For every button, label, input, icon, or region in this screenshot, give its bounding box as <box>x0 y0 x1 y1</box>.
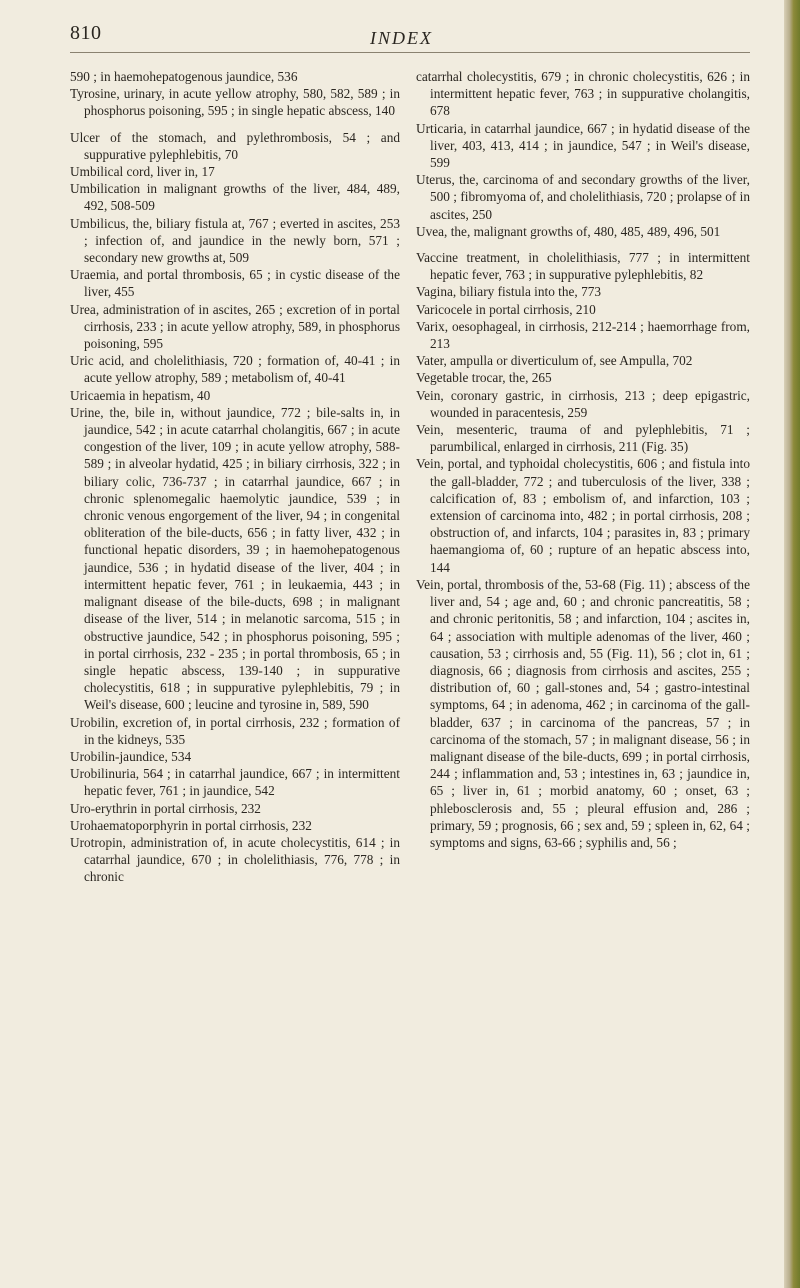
index-entry: Vater, ampulla or diverticulum of, see Ampulla, 702 <box>416 353 693 369</box>
index-entry: Tyrosine, urinary, in acute yellow atrophy, 580, 582, 589 ; in phosphorus poisoning, 595 ; in single hepatic abscess, 140 <box>70 86 400 119</box>
index-entry: Urotropin, administration of, in acute cholecystitis, 614 ; in catarrhal jaundice, 670 ; in cholelithiasis, 776, 778 ; in chronic <box>70 834 400 885</box>
index-entry: Vein, portal, and typhoidal cholecystitis, 606 ; and fistula into the gall-bladder, 772 ; and tuberculosis of the liver, 338 ; calcification of, 83 ; embolism of, and infarction, 103 ; extension of carcinoma into, 482 ; in portal cirrhosis, 208 ; obstruction of, and infarcts, 104 ; parasites in, 83 ; primary haemangioma of, 60 ; rupture of an hepatic abscess into, 144 <box>416 456 750 575</box>
index-entry: Uro-erythrin in portal cirrhosis, 232 <box>70 800 261 816</box>
index-entry: Ulcer of the stomach, and pylethrombosis, 54 ; and suppurative pylephlebitis, 70 <box>70 129 400 162</box>
index-entry: 590 ; in haemohepatogenous jaundice, 536 <box>70 69 298 84</box>
index-entry: Urobilin, excretion of, in portal cirrhosis, 232 ; formation of in the kidneys, 535 <box>70 714 400 747</box>
index-entry: Urobilinuria, 564 ; in catarrhal jaundice, 667 ; in intermittent hepatic fever, 761 ; in jaundice, 542 <box>70 766 400 799</box>
index-entry: Vegetable trocar, the, 265 <box>416 370 552 386</box>
index-entry: Vagina, biliary fistula into the, 773 <box>416 284 602 300</box>
index-entry: Urticaria, in catarrhal jaundice, 667 ; in hydatid disease of the liver, 403, 413, 414 ; in jaundice, 547 ; in Weil's disease, 599 <box>416 120 750 171</box>
index-entry: Umbilical cord, liver in, 17 <box>70 164 215 180</box>
index-entry: Vein, coronary gastric, in cirrhosis, 213 ; deep epigastric, wounded in paracentesis, 259 <box>416 387 750 420</box>
index-entry: Vaccine treatment, in cholelithiasis, 777 ; in intermittent hepatic fever, 763 ; in suppurative pylephlebitis, 82 <box>416 250 750 283</box>
index-entry: catarrhal cholecystitis, 679 ; in chronic cholecystitis, 626 ; in intermittent hepatic fever, 763 ; in suppurative cholangitis, 678 <box>416 69 750 119</box>
index-entry: Uterus, the, carcinoma of and secondary growths of the liver, 500 ; fibromyoma of, and cholelithiasis, 720 ; prolapse of in ascites, 250 <box>416 172 750 222</box>
index-entry: Umbilication in malignant growths of the liver, 484, 489, 492, 508-509 <box>70 181 400 214</box>
index-entry: Uvea, the, malignant growths of, 480, 485, 489, 496, 501 <box>416 223 721 239</box>
book-edge <box>784 0 800 1288</box>
index-entry: Umbilicus, the, biliary fistula at, 767 ; everted in ascites, 253 ; infection of, and jaundice in the newly born, 571 ; secondary new growths at, 509 <box>70 215 400 266</box>
index-entry: Varicocele in portal cirrhosis, 210 <box>416 301 596 317</box>
index-entry: Uric acid, and cholelithiasis, 720 ; formation of, 40-41 ; in acute yellow atrophy, 589 ; metabolism of, 40-41 <box>70 353 400 386</box>
left-column <box>70 68 400 886</box>
index-entry: Vein, mesenteric, trauma of and pylephlebitis, 71 ; parumbilical, enlarged in cirrhosis, 211 (Fig. 35) <box>416 422 750 455</box>
index-entry: Urohaematoporphyrin in portal cirrhosis, 232 <box>70 817 312 833</box>
page-number: 810 <box>70 22 102 44</box>
index-entry: Uricaemia in hepatism, 40 <box>70 387 211 403</box>
index-entry: Urobilin-jaundice, 534 <box>70 748 192 764</box>
index-entry: Urine, the, bile in, without jaundice, 772 ; bile-salts in, in jaundice, 542 ; in acute catarrhal cholangitis, 667 ; in acute congestion of the liver, 109 ; in acute yellow atrophy, 588-589 ; in alveolar hydatid, 425 ; in biliary cirrhosis, 322 ; in biliary colic, 736-737 ; in catarrhal jaundice, 667 ; in chronic splenomegalic haemolytic jaundice, 539 ; in chronic venous engorgement of the liver, 94 ; in congenital obliteration of the bile-ducts, 656 ; in fatty liver, 432 ; in functional hepatic disorders, 39 ; in haemohepatogenous jaundice, 536 ; in hydatid disease of the liver, 404 ; in intermittent hepatic fever, 761 ; in leukaemia, 443 ; in malignant disease of the bile-ducts, 698 ; in malignant disease of the liver, 514 ; in melanotic sarcoma, 515 ; in obstructive jaundice, 542 ; in phosphorus poisoning, 595 ; in portal cirrhosis, 232 - 235 ; in portal thrombosis, 65 ; in single hepatic abscess, 139-140 ; in suppurative cholecystitis, 618 ; in suppurative pylephlebitis, 79 ; in Weil's disease, 600 ; leucine and tyrosine in, 589, 590 <box>70 404 400 713</box>
running-head: INDEX <box>370 28 433 48</box>
header-rule <box>70 52 750 53</box>
index-entry: Vein, portal, thrombosis of the, 53-68 (Fig. 11) ; abscess of the liver and, 54 ; age and, 60 ; and chronic pancreatitis, 58 ; and chronic peritonitis, 58 ; and infarction, 104 ; ascites in, 64 ; association with multiple adenomas of the liver, 460 ; causation, 53 ; cirrhosis and, 55 (Fig. 11), 56 ; clot in, 61 ; diagnosis, 66 ; diagnosis from cirrhosis and ascites, 255 ; distribution of, 60 ; gall-stones and, 54 ; gastro-intestinal symptoms, 64 ; in adenoma, 462 ; in carcinoma of the gall-bladder, 637 ; in carcinoma of the pancreas, 57 ; in carcinoma of the stomach, 57 ; in malignant disease, 56 ; in malignant disease of the bile-ducts, 699 ; in portal cirrhosis, 244 ; inflammation and, 53 ; intestines in, 63 ; jaundice in, 65 ; liver in, 61 ; morbid anatomy, 60 ; onset, 63 ; phlebosclerosis and, 55 ; pleural effusion and, 286 ; primary, 59 ; prognosis, 66 ; sex and, 59 ; spleen in, 62, 64 ; symptoms and signs, 63-66 ; syphilis and, 56 ; <box>416 576 750 850</box>
index-entry: Varix, oesophageal, in cirrhosis, 212-214 ; haemorrhage from, 213 <box>416 318 750 352</box>
right-column <box>416 68 750 851</box>
index-entry: Uraemia, and portal thrombosis, 65 ; in cystic disease of the liver, 455 <box>70 267 400 300</box>
index-entry: Urea, administration of in ascites, 265 ; excretion of in portal cirrhosis, 233 ; in acute yellow atrophy, 589, in phosphorus poisoning, 595 <box>70 301 400 352</box>
